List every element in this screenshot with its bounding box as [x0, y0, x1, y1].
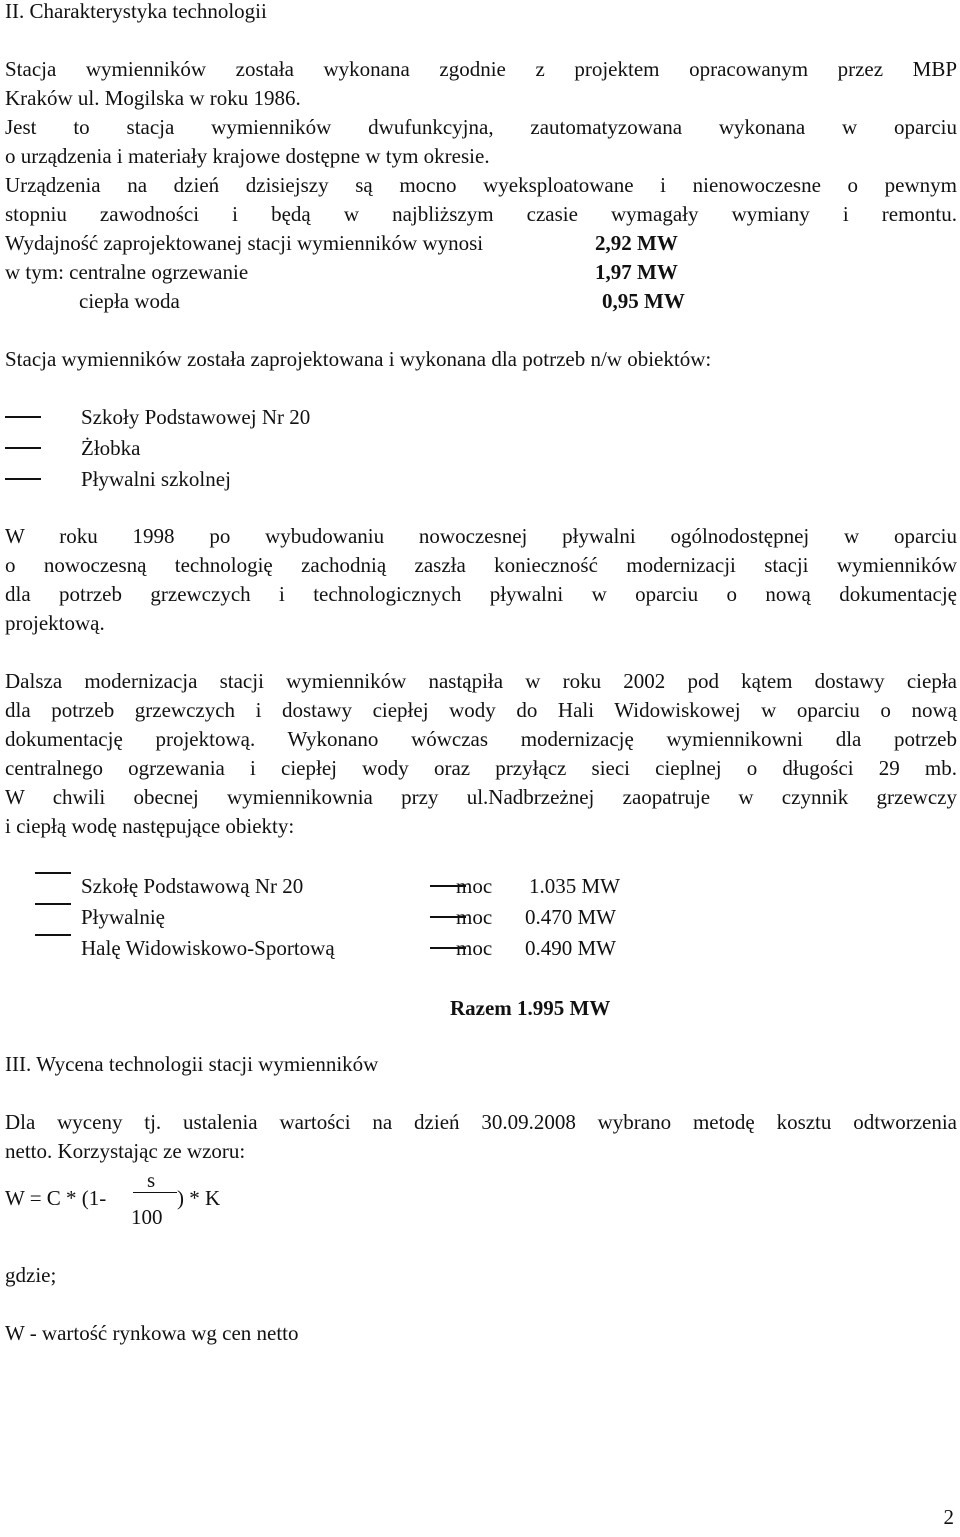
moc-label: moc: [456, 905, 493, 929]
moc-label: moc: [456, 874, 493, 898]
formula-left: W = C * (1-: [5, 1186, 107, 1210]
formula-numerator: s: [147, 1168, 156, 1192]
p1998-line-2: o nowoczesną technologię zachodnią zaszła konieczność modernizacji stacji wymienników: [5, 553, 957, 577]
object-name: Halę Widowiskowo-Sportową: [81, 936, 335, 960]
list-item-text: Żłobka: [81, 436, 141, 460]
paragraph-wycena: [5, 1108, 957, 1166]
p2002-line-6: i ciepłą wodę następujące obiekty:: [5, 814, 295, 838]
section-2-heading: II. Charakterystyka technologii: [5, 0, 267, 23]
paragraph-2002: [5, 667, 957, 841]
section-3-heading: III. Wycena technologii stacji wymienników: [5, 1052, 379, 1076]
intro-line-1: Stacja wymienników została wykonana zgodnie z projektem opracowanym przez MBP: [5, 57, 957, 81]
list-item-text: Szkoły Podstawowej Nr 20: [81, 405, 311, 429]
dash-bullet: [5, 447, 41, 449]
dash-bullet: [35, 934, 71, 936]
list-item: [5, 465, 957, 496]
valuation-formula: [5, 1170, 957, 1234]
object-power: 0.470 MW: [525, 905, 616, 929]
p2002-line-3: dokumentację projektową. Wykonano wówczas modernizację wymiennikowni dla potrzeb: [5, 727, 957, 751]
capacity-table: [5, 229, 957, 316]
list-item-text: Pływalni szkolnej: [81, 467, 231, 491]
wycena-line-1: Dla wyceny tj. ustalenia wartości na dzień 30.09.2008 wybrano metodę kosztu odtworzenia: [5, 1110, 957, 1134]
p1998-line-4: projektową.: [5, 611, 105, 635]
fraction-bar: [133, 1192, 177, 1193]
list-item: [5, 403, 957, 434]
capacity-cw-label: ciepła woda: [79, 289, 180, 313]
objects-list: [5, 872, 957, 965]
document-page: [5, 0, 957, 1345]
dash-bullet: [35, 903, 71, 905]
capacity-row-total: [5, 229, 957, 258]
wycena-line-2: netto. Korzystając ze wzoru:: [5, 1139, 246, 1163]
definition-w: W - wartość rynkowa wg cen netto: [5, 1321, 299, 1345]
p3-line-2: stopniu zawodności i będą w najbliższym czasie wymagały wymiany i remontu.: [5, 202, 957, 226]
where-label: gdzie;: [5, 1263, 57, 1287]
intro-paragraph: [5, 55, 957, 113]
p2-line-1: Jest to stacja wymienników dwufunkcyjna, zautomatyzowana wykonana w oparciu: [5, 115, 957, 139]
p2002-line-5: W chwili obecnej wymiennikownia przy ul.Nadbrzeżnej zaopatruje w czynnik grzewczy: [5, 785, 957, 809]
capacity-total-value: 2,92 MW: [595, 231, 678, 255]
list-item: [5, 934, 957, 965]
p1998-line-3: dla potrzeb grzewczych i technologicznych pływalni w oparciu o nową dokumentację: [5, 582, 957, 606]
paragraph-urzadzenia: [5, 171, 957, 229]
p3-line-1: Urządzenia na dzień dzisiejszy są mocno wyeksploatowane i nienowoczesne o pewnym: [5, 173, 957, 197]
capacity-row-cw: [5, 287, 957, 316]
page-number: 2: [943, 1505, 954, 1529]
object-power: 0.490 MW: [525, 936, 616, 960]
list-item: [5, 903, 957, 934]
total-power: Razem 1.995 MW: [450, 996, 611, 1020]
dash-bullet: [5, 416, 41, 418]
p2002-line-4: centralnego ogrzewania i ciepłej wody oraz przyłącz sieci cieplnej o długości 29 mb.: [5, 756, 957, 780]
formula-right: ) * K: [177, 1186, 221, 1210]
p1998-line-1: W roku 1998 po wybudowaniu nowoczesnej pływalni ogólnodostępnej w oparciu: [5, 524, 957, 548]
p2002-line-2: dla potrzeb grzewczych i dostawy ciepłej wody do Hali Widowiskowej w oparciu o nową: [5, 698, 957, 722]
capacity-total-label: Wydajność zaprojektowanej stacji wymienników wynosi: [5, 231, 484, 255]
list-item: [5, 872, 957, 903]
paragraph-stacja-dwufunkcyjna: [5, 113, 957, 171]
p2-line-2: o urządzenia i materiały krajowe dostępne w tym okresie.: [5, 144, 490, 168]
paragraph-1998: [5, 522, 957, 638]
purpose-list: [5, 403, 957, 496]
capacity-row-co: [5, 258, 957, 287]
object-name: Szkołę Podstawową Nr 20: [81, 874, 304, 898]
formula-denominator: 100: [131, 1205, 163, 1229]
object-name: Pływalnię: [81, 905, 165, 929]
list-item: [5, 434, 957, 465]
object-power: 1.035 MW: [529, 874, 620, 898]
capacity-co-value: 1,97 MW: [595, 260, 678, 284]
purpose-intro: Stacja wymienników została zaprojektowana i wykonana dla potrzeb n/w obiektów:: [5, 347, 712, 371]
capacity-co-label: w tym: centralne ogrzewanie: [5, 260, 249, 284]
moc-label: moc: [456, 936, 493, 960]
intro-line-2: Kraków ul. Mogilska w roku 1986.: [5, 86, 301, 110]
p2002-line-1: Dalsza modernizacja stacji wymienników nastąpiła w roku 2002 pod kątem dostawy ciepła: [5, 669, 957, 693]
capacity-cw-value: 0,95 MW: [602, 289, 685, 313]
dash-bullet: [5, 478, 41, 480]
dash-bullet: [35, 872, 71, 874]
